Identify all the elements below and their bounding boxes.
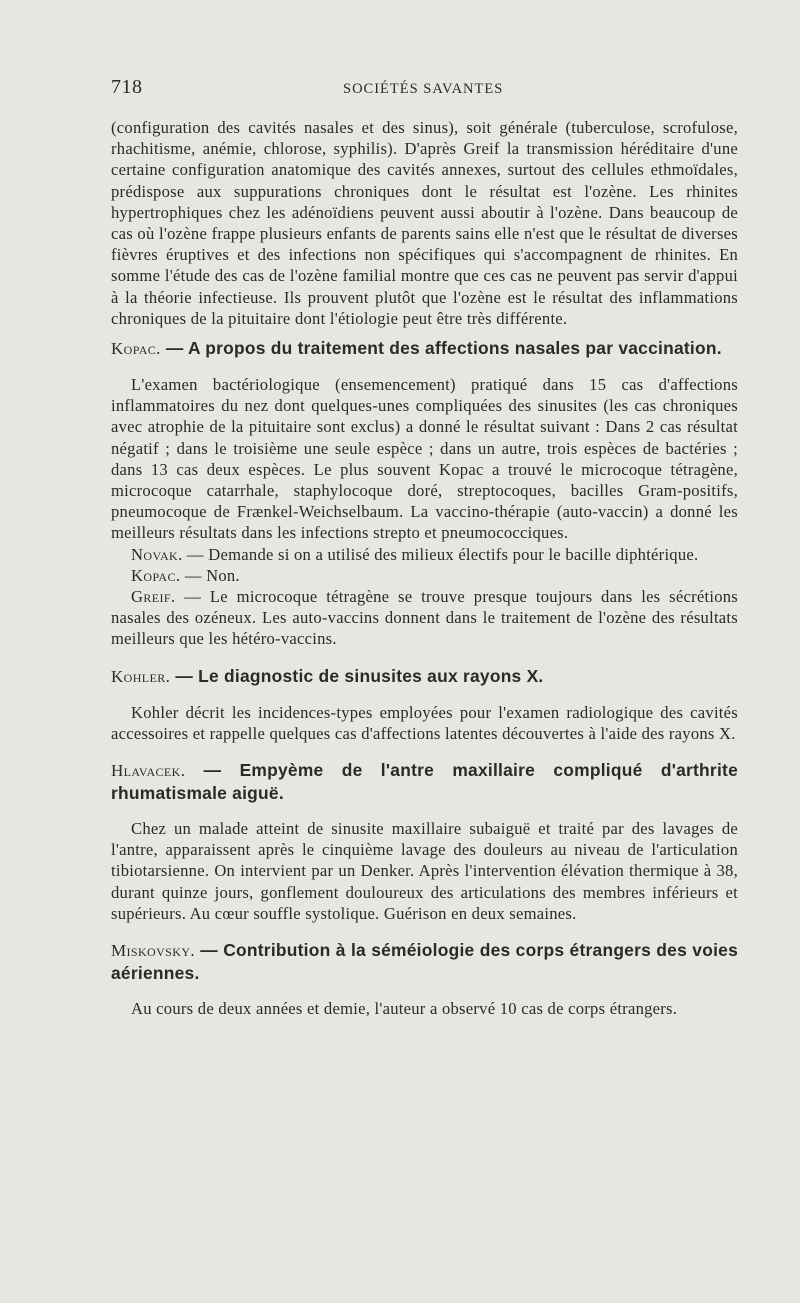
speaker-text: — Demande si on a utilisé des milieux électifs pour le bacille diphtérique. bbox=[182, 544, 699, 564]
speaker-name: Greif. bbox=[131, 587, 176, 607]
running-title: SOCIÉTÉS SAVANTES bbox=[343, 81, 504, 97]
section-heading-kohler bbox=[111, 665, 738, 688]
paragraph-miskovsky: Au cours de deux années et demie, l'auteur a observé 10 cas de corps étrangers. bbox=[131, 999, 678, 1019]
section-heading-hlavacek bbox=[111, 759, 738, 804]
speaker-name: Novak. bbox=[131, 544, 183, 564]
paragraph-novak bbox=[111, 544, 738, 565]
section-heading-miskovsky bbox=[111, 939, 738, 984]
paragraph-hlavacek: Chez un malade atteint de sinusite maxillaire subaiguë et traité par des lavages de l'antre, apparaissent après le cinquième lavage des douleurs au niveau de l'articulation tibiotarsienne. On intervient par un Denker. Après l'intervention élévation thermique à 38, durant quinze jours, gonflement douloureux des articulations des membres inférieurs et supérieurs. Au cœur souffle systolique. Guérison en deux semaines. bbox=[111, 819, 738, 923]
speaker-name: Kopac. bbox=[131, 565, 181, 585]
page-header bbox=[111, 76, 738, 100]
heading-author: Hlavacek. bbox=[111, 761, 186, 781]
speaker-text: — Le microcoque tétragène se trouve presque toujours dans les sécrétions nasales des ozéneux. Les auto-vaccins donnent dans le traitement de l'ozène des résultats meilleurs que les hétéro-vaccins. bbox=[111, 587, 738, 649]
heading-title: Le diagnostic de sinusites aux rayons X. bbox=[198, 665, 544, 686]
paragraph-greif bbox=[111, 586, 738, 650]
heading-author: Miskovsky. bbox=[111, 941, 196, 961]
heading-title: Contribution à la séméiologie des corps étrangers des voies aériennes. bbox=[111, 940, 738, 984]
heading-author: Kopac. bbox=[111, 339, 161, 359]
paragraph-ozene-continuation: (configuration des cavités nasales et des sinus), soit générale (tuberculose, scrofulose, rhachitisme, anémie, chlorose, syphilis). D'après Greif la transmission héréditaire d'une certaine configuration anatomique des cavités annexes, surtout des cellules ethmoïdales, prédispose aux suppurations chroniques dont le résultat est l'ozène. Les rhinites hypertrophiques chez les adénoïdiens peuvent aussi aboutir à l'ozène. Dans beaucoup de cas où l'ozène frappe plusieurs enfants de parents sains elle n'est que le résultat de diverses fièvres éruptives et des infections non spécifiques qui s'accompagnent de rhinites. En somme l'étude des cas de l'ozène familial montre que ces cas ne peuvent pas servir d'appui à la théorie infectieuse. Ils prouvent plutôt que l'ozène est le résultat des inflammations chroniques de la pituitaire dont l'étiologie peut être très différente. bbox=[111, 118, 738, 328]
paragraph-kohler: Kohler décrit les incidences-types employées pour l'examen radiologique des cavités accessoires et rappelle quelques cas d'affections latentes découvertes à l'aide des rayons X. bbox=[111, 702, 738, 743]
speaker-text: — Non. bbox=[180, 565, 240, 585]
article-body bbox=[111, 117, 738, 1019]
heading-separator: — bbox=[185, 760, 240, 781]
heading-title: A propos du traitement des affections nasales par vaccination. bbox=[188, 338, 722, 359]
paragraph-kopac-examen: L'examen bactériologique (ensemencement) pratiqué dans 15 cas d'affections inflammatoires du nez dont quelques-unes compliquées des sinusites (les cas chroniques avec atrophie de la pituitaire sont exclus) a donné le résultat suivant : Dans 2 cas résultat négatif ; dans le troisième une seule espèce ; dans un autre, trois espèces de bactéries ; dans 13 cas deux espèces. Le plus souvent Kopac a trouvé le microcoque tétragène, microcoque catarrhale, staphylocoque doré, streptocoques, bacilles Gram-positifs, pneumocoque de Frænkel-Weichselbaum. La vaccino-thérapie (auto-vaccin) a donné les meilleurs résultats dans les infections strepto et pneumococciques. bbox=[111, 375, 738, 543]
heading-title: Empyème de l'antre maxillaire compliqué d'arthrite rhumatismale aiguë. bbox=[111, 760, 738, 804]
heading-separator: — bbox=[160, 338, 189, 359]
heading-separator: — bbox=[170, 665, 199, 686]
heading-author: Kohler. bbox=[111, 666, 171, 686]
section-heading-kopac bbox=[111, 337, 738, 360]
paragraph-kopac-reply bbox=[111, 565, 738, 586]
heading-separator: — bbox=[195, 940, 224, 961]
page-number: 718 bbox=[111, 76, 143, 98]
